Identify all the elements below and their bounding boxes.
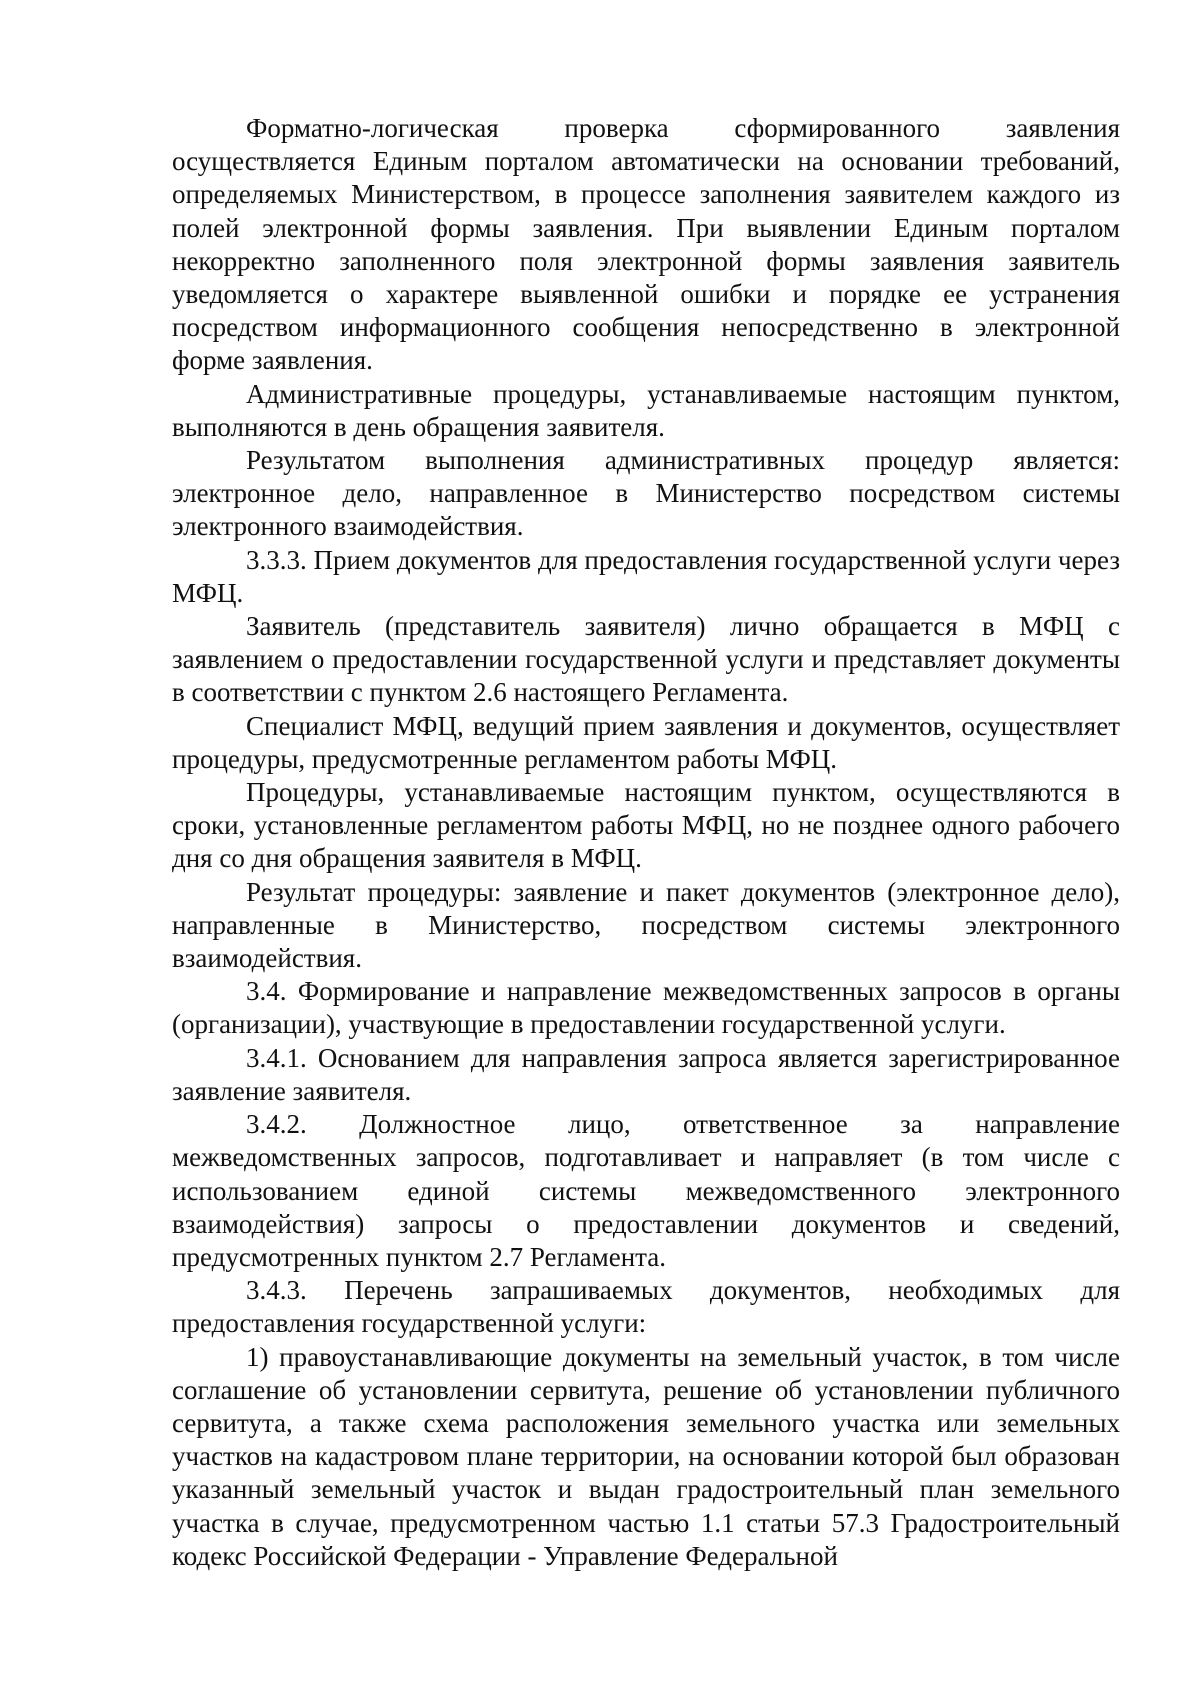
document-page	[172, 112, 1120, 1573]
paragraph-section-3-4-2: 3.4.2. Должностное лицо, ответственное за направление межведомственных запросов, подготавливает и направляет (в том числе с использованием единой системы межведомственного электронного взаимодействия) запросы о предоставлении документов и сведений, предусмотренных пунктом 2.7 Регламента.	[172, 1109, 1120, 1272]
paragraph-admin-result: Результатом выполнения административных процедур является: электронное дело, направленное в Министерство посредством системы электронного взаимодействия.	[172, 445, 1120, 542]
paragraph-section-3-4: 3.4. Формирование и направление межведомственных запросов в органы (организации), участвующие в предоставлении государственной услуги.	[172, 976, 1120, 1040]
paragraph-section-3-4-1: 3.4.1. Основанием для направления запроса является зарегистрированное заявление заявителя.	[172, 1042, 1120, 1106]
paragraph-mfc-result: Результат процедуры: заявление и пакет документов (электронное дело), направленные в Министерство, посредством системы электронного взаимодействия.	[172, 876, 1120, 974]
paragraph-applicant-mfc: Заявитель (представитель заявителя) лично обращается в МФЦ с заявлением о предоставлении государственной услуги и представляет документы в соответствии с пунктом 2.6 настоящего Регламента.	[172, 611, 1120, 708]
paragraph-mfc-specialist: Специалист МФЦ, ведущий прием заявления и документов, осуществляет процедуры, предусмотренные регламентом работы МФЦ.	[172, 710, 1120, 774]
paragraph-mfc-deadlines: Процедуры, устанавливаемые настоящим пунктом, осуществляются в сроки, установленные регламентом работы МФЦ, но не позднее одного рабочего дня со дня обращения заявителя в МФЦ.	[172, 777, 1120, 874]
paragraph-section-3-3-3: 3.3.3. Прием документов для предоставления государственной услуги через МФЦ.	[172, 544, 1120, 608]
paragraph-list-item-1: 1) правоустанавливающие документы на земельный участок, в том числе соглашение об установлении сервитута, решение об установлении публичного сервитута, а также схема расположения земельного участка или земельных участков на кадастровом плане территории, на основании которой был образован указанный земельный участок и выдан градостроительный план земельного участка в случае, предусмотренном частью 1.1 статьи 57.3 Градостроительный кодекс Российской Федерации - Управление Федеральной	[172, 1341, 1120, 1571]
paragraph-section-3-4-3: 3.4.3. Перечень запрашиваемых документов, необходимых для предоставления государственной услуги:	[172, 1275, 1120, 1339]
paragraph-admin-procedures: Административные процедуры, устанавливаемые настоящим пунктом, выполняются в день обращения заявителя.	[172, 378, 1120, 442]
paragraph-format-check: Форматно-логическая проверка сформированного заявления осуществляется Единым порталом автоматически на основании требований, определяемых Министерством, в процессе заполнения заявителем каждого из полей электронной формы заявления. При выявлении Единым порталом некорректно заполненного поля электронной формы заявления заявитель уведомляется о характере выявленной ошибки и порядке ее устранения посредством информационного сообщения непосредственно в электронной форме заявления.	[172, 113, 1120, 376]
